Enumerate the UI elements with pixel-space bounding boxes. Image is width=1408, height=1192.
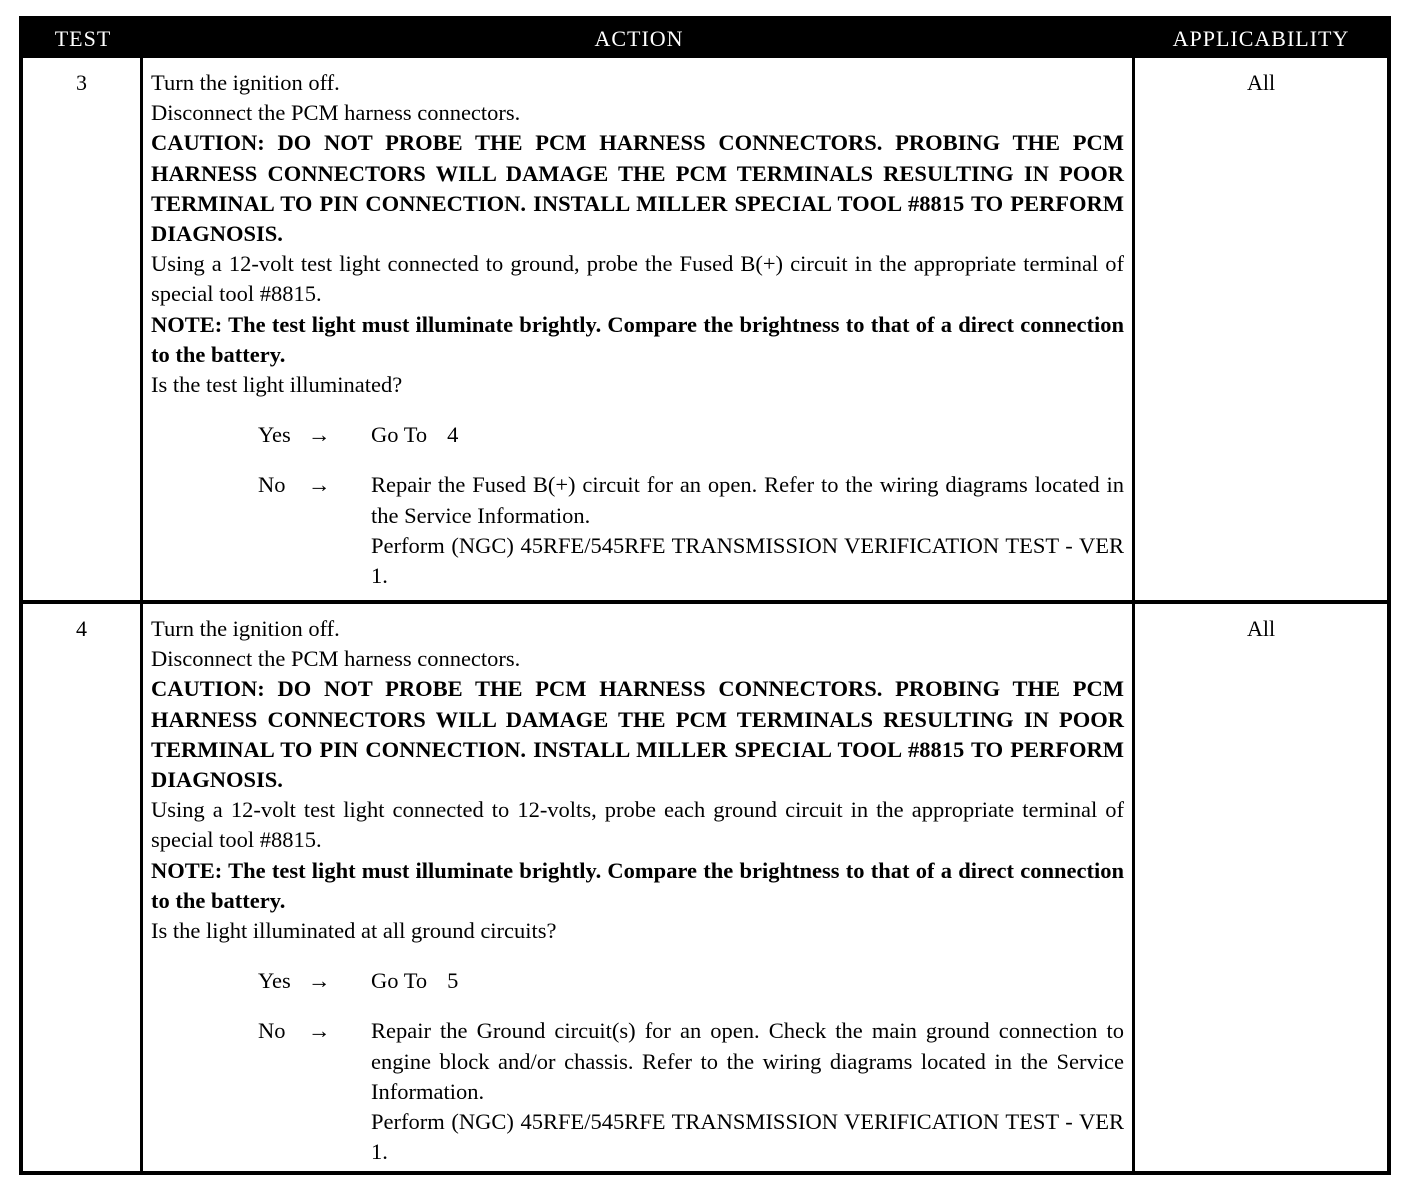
header-action: ACTION xyxy=(594,26,684,51)
question-text: Is the light illuminated at all ground circuits? xyxy=(151,918,557,944)
test-number: 4 xyxy=(23,604,143,1173)
caution-text: CAUTION: DO NOT PROBE THE PCM HARNESS CONNECTORS. PROBING THE PCM HARNESS CONNECTORS WILL DAMAGE THE PCM TERMINALS RESULTING IN POOR TERMINAL TO PIN CONNECTION. INSTALL MILLER SPECIAL TOOL #8815 TO PERFORM DIAGNOSIS. xyxy=(151,130,1124,247)
goto-label: Go To xyxy=(371,422,428,448)
applicability-value: All xyxy=(1246,70,1276,95)
right-arrow-icon: → xyxy=(308,472,331,498)
goto-target: 4 xyxy=(447,422,459,448)
action-cell xyxy=(143,58,1135,600)
test-number: 3 xyxy=(23,58,143,600)
right-arrow-icon: → xyxy=(308,968,331,994)
caution-text: CAUTION: DO NOT PROBE THE PCM HARNESS CONNECTORS. PROBING THE PCM HARNESS CONNECTORS WILL DAMAGE THE PCM TERMINALS RESULTING IN POOR TERMINAL TO PIN CONNECTION. INSTALL MILLER SPECIAL TOOL #8815 TO PERFORM DIAGNOSIS. xyxy=(151,676,1124,793)
table-row-test-3 xyxy=(23,58,1387,600)
no-branch xyxy=(151,470,1124,591)
note-text: NOTE: The test light must illuminate brightly. Compare the brightness to that of a direct connection to the battery. xyxy=(151,857,1124,913)
note-text: NOTE: The test light must illuminate brightly. Compare the brightness to that of a direct connection to the battery. xyxy=(151,311,1124,367)
repair-text: Repair the Fused B(+) circuit for an open. Refer to the wiring diagrams located in the Service Information. xyxy=(371,472,1124,528)
action-cell xyxy=(143,604,1135,1173)
goto-label: Go To xyxy=(371,968,428,994)
yes-label: Yes xyxy=(258,968,291,994)
instruction-text: Using a 12-volt test light connected to ground, probe the Fused B(+) circuit in the appropriate terminal of special tool #8815. xyxy=(151,251,1124,307)
right-arrow-icon: → xyxy=(308,1018,331,1044)
no-label: No xyxy=(258,1018,286,1044)
goto-text xyxy=(371,420,1124,450)
applicability-value: All xyxy=(1246,616,1276,641)
perform-text: Perform (NGC) 45RFE/545RFE TRANSMISSION VERIFICATION TEST - VER 1. xyxy=(371,1109,1124,1165)
action-step: Disconnect the PCM harness connectors. xyxy=(151,100,521,126)
header-test: TEST xyxy=(54,26,112,51)
goto-text xyxy=(371,966,1124,996)
table-header xyxy=(23,20,1387,58)
diagnostic-table xyxy=(19,16,1391,1175)
perform-text: Perform (NGC) 45RFE/545RFE TRANSMISSION VERIFICATION TEST - VER 1. xyxy=(371,532,1124,589)
action-step: Disconnect the PCM harness connectors. xyxy=(151,646,521,672)
yes-branch xyxy=(151,420,1124,450)
action-step: Turn the ignition off. xyxy=(151,616,340,641)
yes-branch xyxy=(151,966,1124,996)
action-step: Turn the ignition off. xyxy=(151,70,340,95)
no-branch xyxy=(151,1016,1124,1167)
no-action xyxy=(371,470,1124,591)
repair-text: Repair the Ground circuit(s) for an open. Check the main ground connection to engine block and/or chassis. Refer to the wiring diagrams located in the Service Information. xyxy=(371,1018,1124,1104)
question-text: Is the test light illuminated? xyxy=(151,372,403,398)
right-arrow-icon: → xyxy=(308,422,331,448)
instruction-text: Using a 12-volt test light connected to 12-volts, probe each ground circuit in the appropriate terminal of special tool #8815. xyxy=(151,797,1124,853)
header-applicability: APPLICABILITY xyxy=(1172,26,1350,51)
table-row-test-4 xyxy=(23,604,1387,1173)
goto-target: 5 xyxy=(447,968,459,994)
no-action xyxy=(371,1016,1124,1167)
no-label: No xyxy=(258,472,286,498)
yes-label: Yes xyxy=(258,422,291,448)
